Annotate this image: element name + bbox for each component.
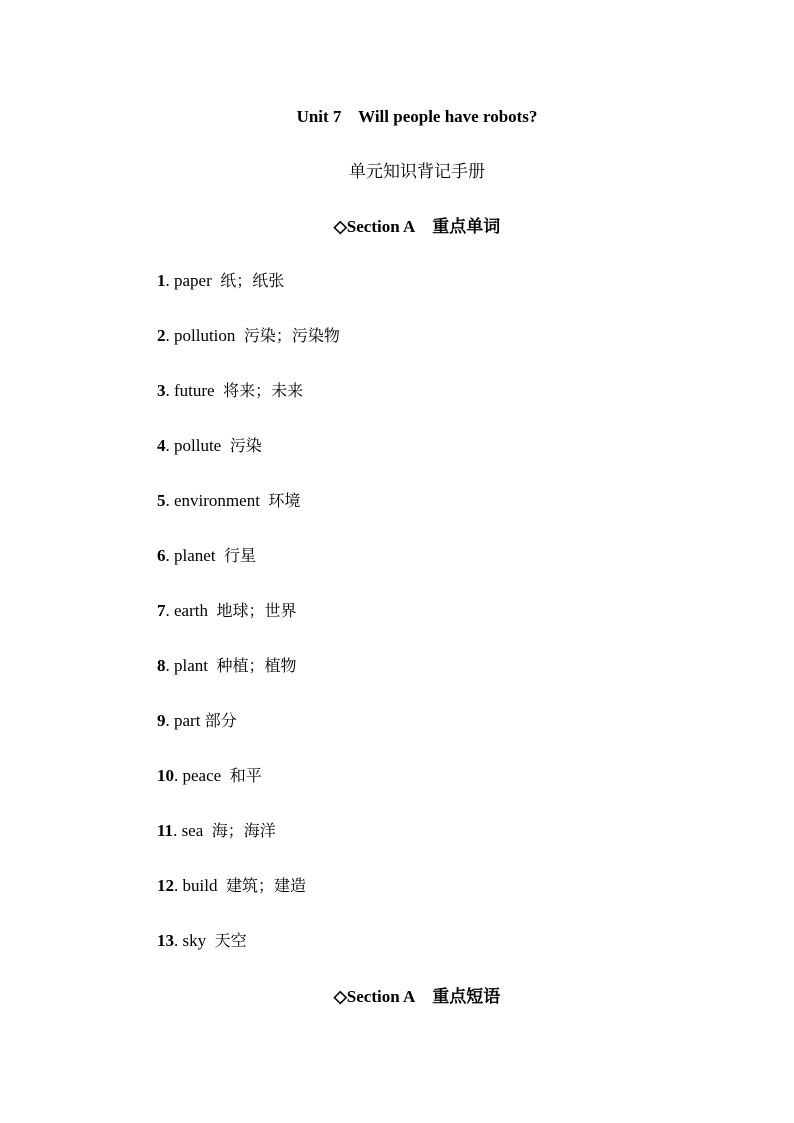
vocab-meaning: 部分 xyxy=(204,711,237,730)
item-number: 10 xyxy=(157,766,174,785)
vocab-meaning: 行星 xyxy=(224,546,257,565)
vocab-item xyxy=(157,709,340,764)
vocab-word: earth xyxy=(174,601,208,620)
vocab-meaning: 纸；纸张 xyxy=(220,271,285,290)
item-number: 5 xyxy=(157,491,166,510)
section-topic: 重点短语 xyxy=(432,987,501,1007)
vocab-word: peace xyxy=(182,766,222,785)
vocab-item xyxy=(157,654,340,709)
item-number: 7 xyxy=(157,601,166,620)
vocab-meaning: 污染 xyxy=(229,436,262,455)
item-number: 8 xyxy=(157,656,166,675)
vocab-item xyxy=(157,819,340,874)
item-number: 2 xyxy=(157,326,166,345)
vocab-meaning: 将来；未来 xyxy=(223,381,304,400)
item-number: 11 xyxy=(157,821,174,840)
item-separator: . xyxy=(174,766,179,785)
vocab-item xyxy=(157,544,340,599)
vocab-item xyxy=(157,379,340,434)
item-separator: . xyxy=(165,271,170,290)
vocab-word: environment xyxy=(174,491,260,510)
section-name: Section A xyxy=(346,987,416,1006)
section-name: Section A xyxy=(346,217,416,236)
vocab-meaning: 环境 xyxy=(268,491,301,510)
item-separator: . xyxy=(165,436,170,455)
section-marker: ◇ xyxy=(333,987,347,1006)
item-number: 9 xyxy=(157,711,166,730)
item-separator: . xyxy=(165,656,170,675)
vocab-meaning: 天空 xyxy=(214,931,247,950)
vocab-meaning: 污染；污染物 xyxy=(243,326,340,345)
vocab-word: part xyxy=(174,711,201,730)
vocab-word: pollute xyxy=(174,436,222,455)
section-marker: ◇ xyxy=(333,217,347,236)
item-number: 4 xyxy=(157,436,166,455)
item-separator: . xyxy=(165,546,170,565)
item-number: 3 xyxy=(157,381,166,400)
item-number: 13 xyxy=(157,931,174,950)
section-heading-words xyxy=(0,215,794,239)
item-separator: . xyxy=(173,821,178,840)
vocab-item xyxy=(157,874,340,929)
item-separator: . xyxy=(165,601,170,620)
vocabulary-list xyxy=(157,269,340,984)
vocab-item xyxy=(157,324,340,379)
vocab-word: future xyxy=(174,381,215,400)
item-separator: . xyxy=(174,931,179,950)
vocab-word: pollution xyxy=(174,326,236,345)
handbook-subtitle: 单元知识背记手册 xyxy=(349,162,485,182)
vocab-meaning: 种植；植物 xyxy=(216,656,297,675)
vocab-word: sea xyxy=(181,821,204,840)
section-topic: 重点单词 xyxy=(432,217,501,237)
item-number: 6 xyxy=(157,546,166,565)
vocab-item xyxy=(157,929,340,984)
vocab-word: paper xyxy=(174,271,212,290)
item-separator: . xyxy=(174,876,179,895)
vocab-item xyxy=(157,434,340,489)
item-separator: . xyxy=(165,491,170,510)
item-separator: . xyxy=(165,711,170,730)
vocab-word: plant xyxy=(174,656,208,675)
vocab-item xyxy=(157,489,340,544)
item-number: 12 xyxy=(157,876,174,895)
vocab-item xyxy=(157,764,340,819)
vocab-meaning: 海；海洋 xyxy=(211,821,276,840)
section-heading-phrases xyxy=(0,985,794,1009)
vocab-item xyxy=(157,599,340,654)
item-number: 1 xyxy=(157,271,166,290)
vocab-word: build xyxy=(182,876,218,895)
item-separator: . xyxy=(165,326,170,345)
item-separator: . xyxy=(165,381,170,400)
unit-title: Unit 7 Will people have robots? xyxy=(296,107,538,126)
vocab-item xyxy=(157,269,340,324)
vocab-word: planet xyxy=(174,546,216,565)
vocab-meaning: 地球；世界 xyxy=(216,601,297,620)
vocab-word: sky xyxy=(182,931,207,950)
vocab-meaning: 和平 xyxy=(229,766,262,785)
vocab-meaning: 建筑；建造 xyxy=(225,876,306,895)
